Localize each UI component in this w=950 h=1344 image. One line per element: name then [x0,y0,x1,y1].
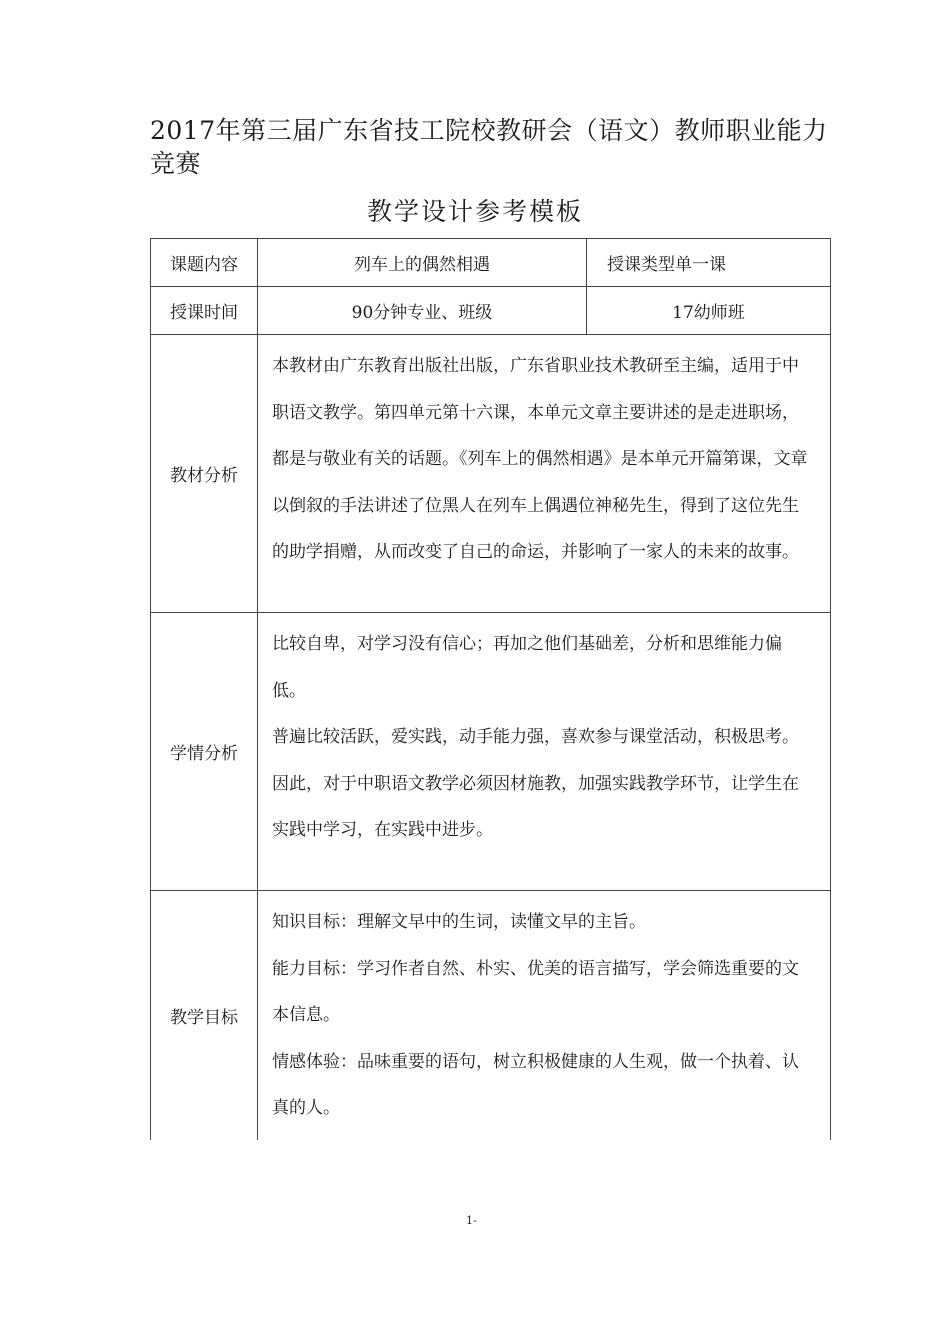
student-analysis-paragraph: 因此，对于中职语文教学必须因材施教，加强实践教学环节，让学生在实践中学习，在实践中进步。 [272,773,799,840]
page-number: 1- [466,1214,477,1227]
material-analysis-text: 本教材由广东教育出版社出版，广东省职业技术教研至主编，适用于中职语文教学。第四单元第十六课，本单元文章主要讲述的是走进职场，都是与敬业有关的话题。《列车上的偶然相遇》是本单元开篇第课，文章以倒叙的手法讲述了位黑人在列车上偶遇位神秘先生，得到了这位先生的助学捐赠，从而改变了自己的命运，并影响了一家人的未来的故事。 [272,356,808,562]
teaching-goal-item: 知识目标：理解文早中的生词，读懂文早的主旨。 [272,912,646,932]
student-analysis-cell [258,613,831,891]
table-row [151,335,831,613]
table-row [151,287,831,335]
duration-value: 90分钟专业、班级 [258,287,587,335]
teaching-goals-cell [258,891,831,1140]
class-value: 17幼师班 [587,287,831,335]
teaching-goal-item: 情感体验：品味重要的语句，树立积极健康的人生观，做一个执着、认真的人。 [272,1051,799,1118]
document-heading: 2017年第三届广东省技工院校教研会（语文）教师职业能力竞赛 [150,116,828,178]
time-label: 授课时间 [151,287,258,335]
material-analysis-cell [258,335,831,613]
material-analysis-label: 教材分析 [151,335,258,613]
teaching-goal-item: 能力目标：学习作者自然、朴实、优美的语言描写，学会筛选重要的文本信息。 [272,958,799,1025]
table-row [151,891,831,1140]
table-row [151,239,831,287]
document-subtitle: 教学设计参考模板 [366,197,583,226]
student-analysis-paragraph: 比较自卑，对学习没有信心；再加之他们基础差，分析和思维能力偏低。 [272,634,782,701]
table-row [151,613,831,891]
lesson-plan-table [150,238,831,1140]
teaching-goals-label: 教学目标 [151,891,258,1140]
topic-value: 列车上的偶然相遇 [258,239,587,287]
topic-label: 课题内容 [151,239,258,287]
student-analysis-paragraph: 普遍比较活跃，爱实践，动手能力强，喜欢参与课堂活动，积极思考。 [272,727,799,747]
lesson-type-value: 授课类型单一课 [587,239,831,287]
student-analysis-label: 学情分析 [151,613,258,891]
